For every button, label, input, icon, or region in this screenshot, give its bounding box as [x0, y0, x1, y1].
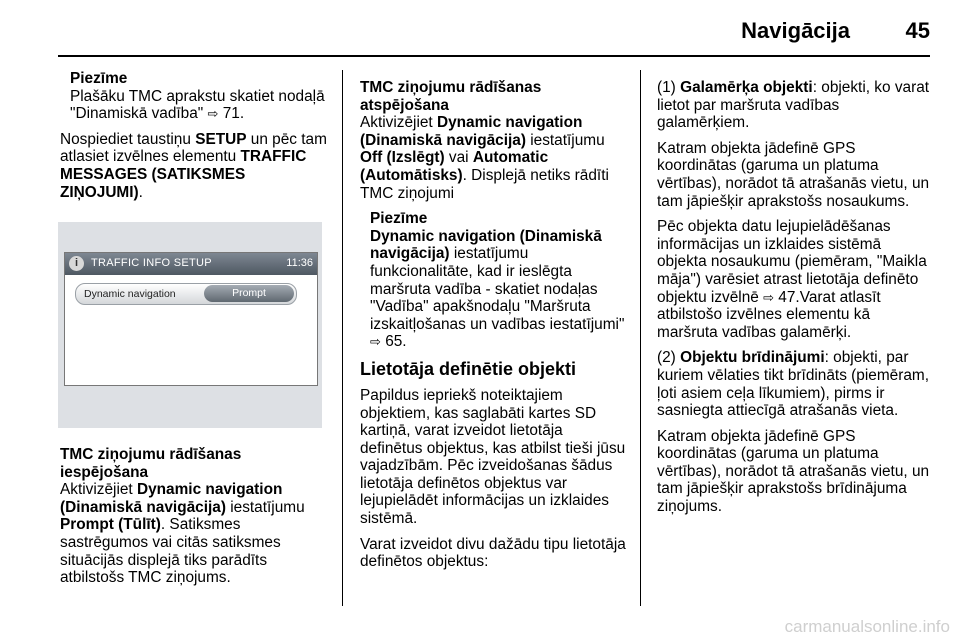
watermark: carmanualsonline.info: [784, 617, 950, 636]
paragraph: [360, 114, 628, 202]
page-ref: 65.: [385, 333, 407, 351]
display-screen: [64, 252, 318, 386]
note-box: [60, 70, 330, 123]
paragraph: Papildus iepriekš noteiktajiem objektiem, kas saglabāti kartes SD kartiņā, varat izveidot lietotāja definētus objektus, kas atbilst tieši jūsu vajadzībām. Pēc izveidošanas šādus lietotāja definētos objektus var lejupielādēt informācijas un izklaides sistēmā.: [360, 386, 626, 528]
note-text: Plašāku TMC aprakstu skatiet nodaļā "Dinamiskā vadība": [70, 87, 325, 123]
menu-item-name: TRAFFIC MESSAGES (SATIKSMES ZIŅOJUMI): [60, 148, 307, 201]
left-column-lower: [60, 446, 330, 595]
paragraph: [60, 481, 330, 587]
text: Nospiediet taustiņu: [60, 130, 196, 148]
paragraph: [657, 79, 932, 132]
button-name: SETUP: [195, 130, 247, 148]
note-title: Piezīme: [70, 70, 128, 87]
setting-name: Dynamic navigation (Dinamiskā navigācija): [60, 481, 283, 516]
text: Aktivizējiet: [60, 481, 137, 499]
setting-label: Dynamic navigation: [84, 288, 176, 300]
text: Pēc objekta datu lejupielādēšanas informācijas un izklaides sistēmā objekta nosaukumu (piemēram, "Maikla māja") varēsiet atrast lietotāja definēto objektu izvēlnē: [657, 218, 927, 306]
text: iestatījumu: [525, 131, 605, 149]
info-icon: i: [69, 256, 84, 271]
term: Objektu brīdinājumi: [680, 349, 825, 367]
note-text: iestatījumu funkcionalitāte, kad ir ieslēgta maršruta vadība - skatiet nodaļas "Vadība" apakšnodaļu "Maršruta izskaitļošanas un vadības iestatījumi": [370, 245, 625, 333]
text: vai: [444, 149, 473, 167]
text: un pēc tam atlasiet izvēlnes elementu: [60, 130, 327, 166]
page-number: 45: [905, 18, 930, 43]
column-divider-2: [640, 70, 641, 606]
page-ref-arrow-icon: ⇨: [370, 334, 381, 350]
section-heading: Lietotāja definētie objekti: [360, 358, 577, 379]
text: (1): [657, 79, 681, 96]
term: Galamērķa objekti: [680, 79, 813, 96]
section-title: Navigācija: [741, 18, 850, 43]
right-column: [657, 79, 932, 524]
option-name: Prompt (Tūlīt): [60, 516, 161, 534]
subsection-title: TMC ziņojumu rādīšanas iespējošana: [60, 446, 242, 481]
option-name: Off (Izslēgt): [360, 149, 445, 167]
option-name: Automatic (Automātisks): [360, 149, 549, 184]
paragraph: Katram objekta jādefinē GPS koordinātas (garuma un platuma vērtības), norādot tā atrašanās vietu, un tam jāpiešķir aprakstošs nosaukums.: [657, 139, 930, 210]
column-divider-1: [342, 70, 343, 606]
text: iestatījumu: [225, 498, 305, 516]
note-title: Piezīme: [370, 210, 428, 228]
setting-value: Prompt: [204, 285, 294, 302]
text: . Satiksmes sastrēgumos vai citās satiksmes situācijās displejā tiks parādīts atbilstošs TMC ziņojums.: [60, 516, 281, 587]
middle-column: [360, 79, 628, 579]
paragraph: [657, 349, 932, 419]
paragraph: Varat izveidot divu dažādu tipu lietotāja definētos objektus:: [360, 535, 626, 571]
setting-name: Dynamic navigation (Dinamiskā navigācija): [360, 114, 583, 149]
paragraph: [60, 131, 330, 201]
screen-titlebar: [65, 253, 317, 275]
page-ref-arrow-icon: ⇨: [207, 106, 219, 122]
text: . Displejā netiks rādīti TMC ziņojumi: [360, 166, 609, 202]
display-screenshot: [58, 222, 322, 428]
page-ref: 71.: [222, 105, 245, 123]
screen-time: 11:36: [286, 257, 313, 269]
setting-name: Dynamic navigation (Dinamiskā navigācija): [370, 227, 602, 263]
paragraph: [657, 218, 932, 341]
screen-title: TRAFFIC INFO SETUP: [91, 257, 212, 269]
page-ref: 47.: [778, 288, 800, 306]
text: : objekti, par kuriem vēlaties tikt brīdināts (piemēram, ļoti asiem ceļa līkumiem), pirms ir sasniegta attiecīgā atrašanās vieta.: [657, 349, 929, 420]
text: : objekti, ko varat lietot par maršruta vadības galamērķiem.: [657, 79, 930, 132]
setting-row: [75, 283, 297, 305]
note-box: [360, 210, 628, 351]
text: Aktivizējiet: [360, 114, 437, 132]
paragraph: Katram objekta jādefinē GPS koordinātas (garuma un platuma vērtības), norādot tā atrašanās vietu, un tam jāpiešķir aprakstošs brīdinājuma ziņojums.: [657, 427, 930, 516]
text: Varat atlasīt atbilstošo izvēlnes elementu kā maršruta vadības galamērķi.: [657, 288, 881, 341]
left-column: [60, 70, 330, 209]
text: (2): [657, 349, 681, 367]
subsection-title: TMC ziņojumu rādīšanas atspējošana: [360, 79, 542, 114]
header-rule: [58, 55, 930, 57]
page-ref-arrow-icon: ⇨: [763, 289, 775, 305]
text: .: [138, 183, 143, 201]
